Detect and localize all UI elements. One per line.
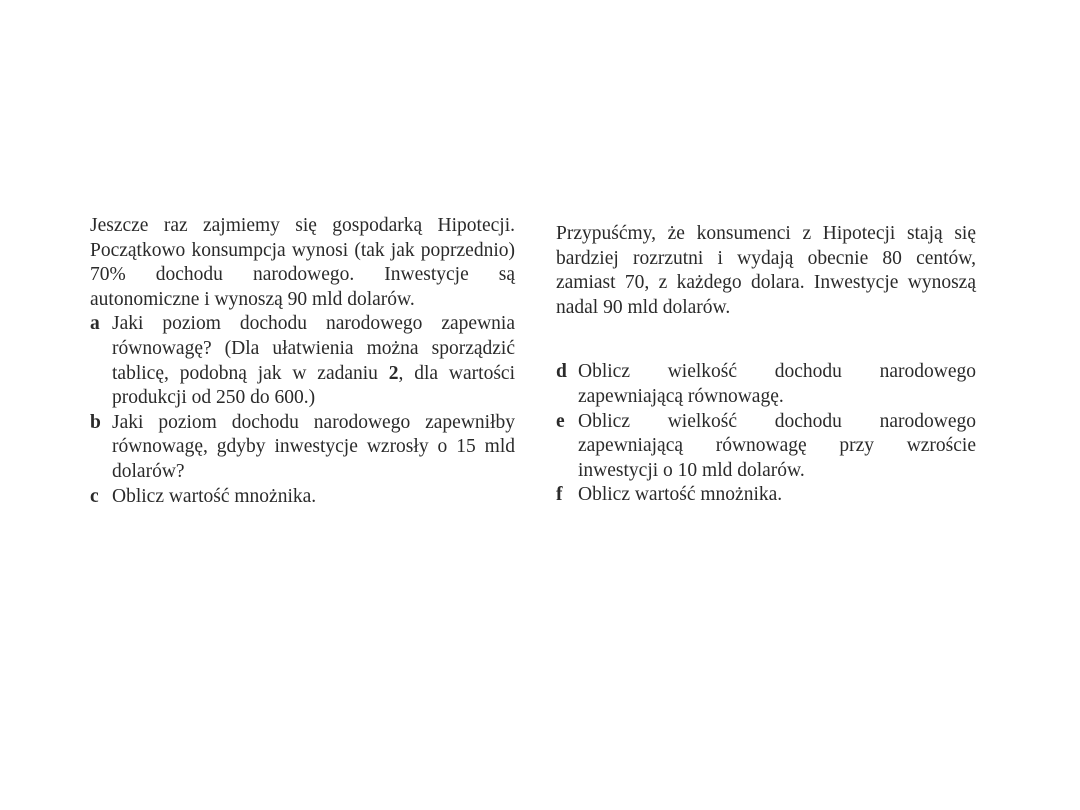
question-letter-d: d [556, 361, 567, 383]
question-e [556, 410, 976, 484]
column-spacer [556, 320, 976, 360]
question-letter-f: f [556, 484, 563, 506]
question-letter-b: b [90, 411, 101, 433]
question-a-text-after: , dla wartości produkcji od 250 do 600.) [112, 362, 515, 409]
question-a-task-number: 2 [388, 362, 399, 384]
question-b [90, 411, 515, 485]
question-letter-a: a [90, 313, 100, 335]
question-a [90, 312, 515, 410]
question-c-text: Oblicz wartość mnożnika. [112, 485, 317, 507]
left-intro-paragraph: Jeszcze raz zajmiemy się gospodarką Hipotecji. Początkowo konsumpcja wynosi (tak jak poprzednio) 70% dochodu narodowego. Inwestycje są autonomiczne i wynoszą 90 mld dolarów. [90, 215, 515, 310]
question-letter-e: e [556, 410, 565, 432]
question-a-text-before: Jaki poziom dochodu narodowego zapewnia równowagę? (Dla ułatwienia można sporządzić tablicę, podobną jak w zadaniu [112, 313, 515, 384]
question-letter-c: c [90, 485, 99, 507]
question-d [556, 360, 976, 409]
right-intro-paragraph: Przypuśćmy, że konsumenci z Hipotecji stają się bardziej rozrzutni i wydają obecnie 80 centów, zamiast 70, z każdego dolara. Inwestycje wynoszą nadal 90 mld dolarów. [556, 223, 976, 318]
question-f-text: Oblicz wartość mnożnika. [578, 484, 783, 506]
question-f [556, 483, 976, 508]
question-c [90, 485, 515, 510]
question-d-text: Oblicz wielkość dochodu narodowego zapewniającą równowagę. [578, 361, 976, 407]
question-b-text: Jaki poziom dochodu narodowego zapewniłby równowagę, gdyby inwestycje wzrosły o 15 mld dolarów? [112, 411, 515, 482]
left-column [90, 214, 515, 509]
right-column [556, 222, 976, 508]
question-e-text: Oblicz wielkość dochodu narodowego zapewniającą równowagę przy wzroście inwestycji o 10 mld dolarów. [578, 410, 976, 481]
